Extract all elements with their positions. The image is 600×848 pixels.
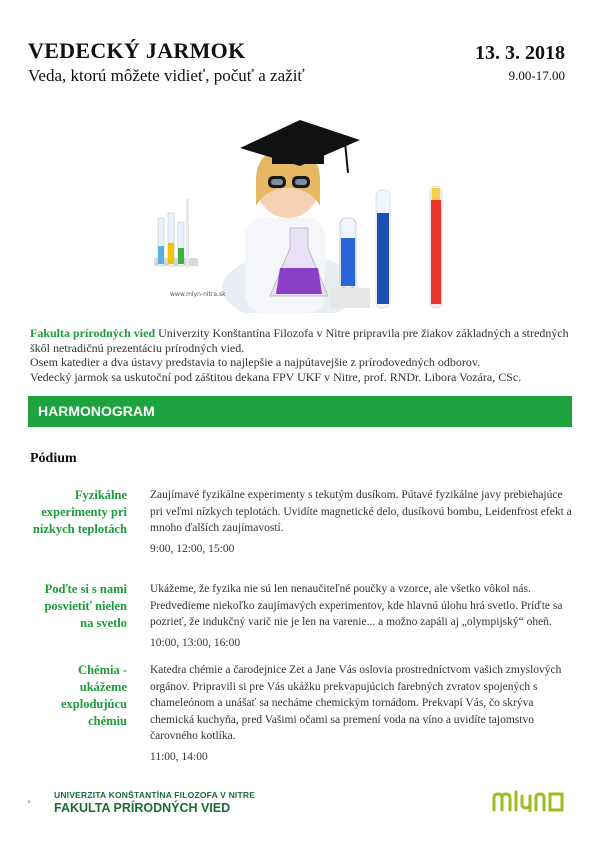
- event-subtitle: Veda, ktorú môžete vidieť, počuť a zažiť: [28, 66, 305, 85]
- harmonogram-heading: HARMONOGRAM: [28, 396, 572, 427]
- hero-watermark: www.mlyn-nitra.sk: [170, 291, 226, 298]
- faculty-name: Fakulta prírodných vied: [30, 326, 156, 340]
- program-item-times: 11:00, 14:00: [150, 750, 208, 763]
- program-item-description: Ukážeme, že fyzika nie sú len nenaučiteľné poučky a vzorce, ale všetko vôkol nás. Predvedieme niekoľko zaujímavých experimentov, kde hlavnú úlohu hrá svetlo. Príďte sa pozrieť, že indukčný varič nie je len na varenie... a možno zapáli aj „olympijský“ oheň.: [150, 583, 563, 629]
- program-item-description: Katedra chémie a čarodejnice Zet a Jane Vás oslovia prostredníctvom vašich zmyslových orgánov. Pripravili si pre Vás ukážku prekvapujúcich farebných zvratov spojených s chameleónom a unášať sa necháme chemickým tornádom. Prekvapí Vás, čo skrýva chemická kuchyňa, pred Vašimi očami sa premení voda na víno a uvidíte tajomstvo čarovného kotlíka.: [150, 664, 562, 743]
- intro-text-2: Osem katedier a dva ústavy predstavia to najlepšie a najpútavejšie z prírodovedných odborov.: [30, 355, 481, 369]
- intro-text-3: Vedecký jarmok sa uskutoční pod záštitou dekana FPV UKF v Nitre, prof. RNDr. Libora Vozára, CSc.: [30, 369, 522, 384]
- intro-text-1: Univerzity Konštantína Filozofa v Nitre pripravila pre žiakov základných a stredných škôl netradičnú prezentáciu prírodných vied.: [30, 326, 569, 355]
- program-item-times: 10:00, 13:00, 16:00: [150, 636, 241, 649]
- ukf-logo-icon: [28, 790, 52, 814]
- program-item-title: Chémia - ukážeme explodujúcu chémiu: [61, 663, 127, 728]
- program-item-times: 9:00, 12:00, 15:00: [150, 542, 235, 555]
- program-item-title: Poďte si s nami posvietiť nielen na svetlo: [44, 582, 127, 630]
- program-item-title: Fyzikálne experimenty pri nízkych teplotách: [32, 488, 127, 536]
- event-title: VEDECKÝ JARMOK: [28, 38, 246, 63]
- intro-paragraph: [30, 326, 575, 384]
- footer-university: UNIVERZITA KONŠTANTÍNA FILOZOFA V NITRE: [54, 790, 256, 800]
- event-date: 13. 3. 2018: [475, 42, 565, 64]
- footer-faculty: FAKULTA PRÍRODNÝCH VIED: [54, 801, 231, 815]
- podium-heading: Pódium: [30, 451, 77, 466]
- mlyn-logo-icon: [492, 790, 564, 812]
- program-item-description: Zaujímavé fyzikálne experimenty s tekutým dusíkom. Pútavé fyzikálne javy prebiehajúce pri veľmi nízkych teplotách. Uvidíte magnetické delo, dusíkovú bombu, Leidenfrost efekt a mnoho ďalších zaujímavostí.: [150, 489, 572, 535]
- event-time: 9.00-17.00: [508, 68, 565, 83]
- hero-image: [150, 118, 450, 313]
